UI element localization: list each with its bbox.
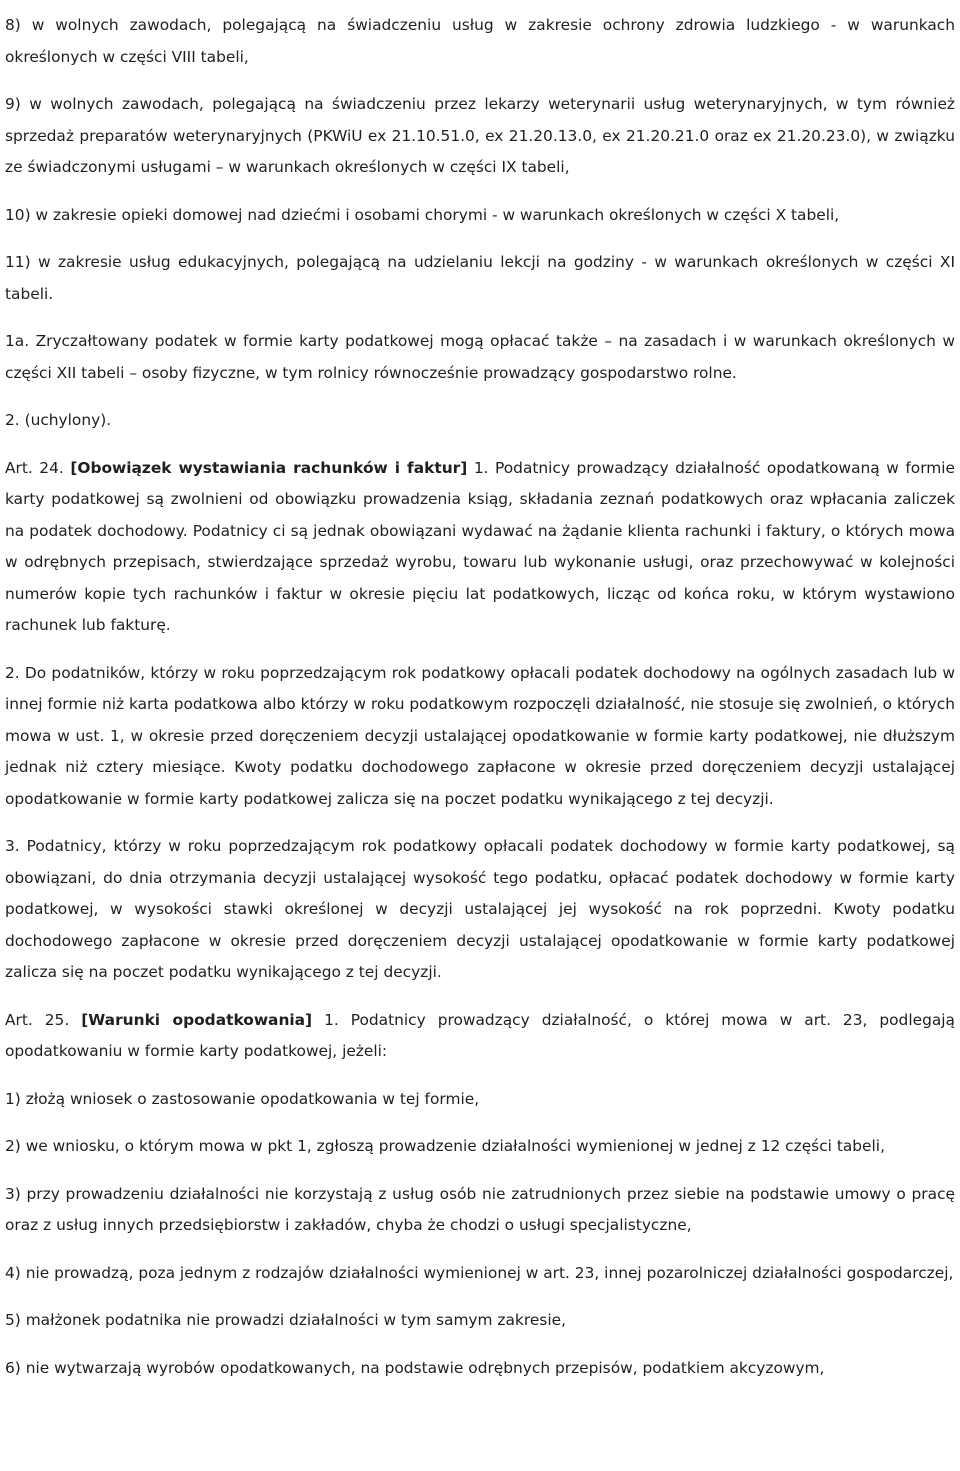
condition-item-6: 6) nie wytwarzają wyrobów opodatkowanych, na podstawie odrębnych przepisów, podatkiem akcyzowym, [5,1358,825,1377]
article-24-paragraph-2: 2. Do podatników, którzy w roku poprzedzającym rok podatkowy opłacali podatek dochodowy na ogólnych zasadach lub w innej formie niż karta podatkowa albo którzy w roku podatkowym rozpoczęli działalność, nie stosuje się zwolnień, o których mowa w ust. 1, w okresie przed doręczeniem decyzji ustalającej opodatkowanie w formie karty podatkowej, nie dłuższym jednak niż cztery miesiące. Kwoty podatku dochodowego zapłacone w okresie przed doręczeniem decyzji ustalającej opodatkowanie w formie karty podatkowej zalicza się na poczet podatku wynikającego z tej decyzji. [5,663,955,808]
article-text: 1. Podatnicy prowadzący działalność opodatkowaną w formie karty podatkowej są zwolnieni od obowiązku prowadzenia ksiąg, składania zeznań podatkowych oraz wpłacania zaliczek na podatek dochodowy. Podatnicy ci są jednak obowiązani wydawać na żądanie klienta rachunki i faktury, o których mowa w odrębnych przepisach, stwierdzające sprzedaż wyrobu, towaru lub wykonanie usługi, oraz przechowywać w kolejności numerów kopie tych rachunków i faktur w okresie pięciu lat podatkowych, licząc od końca roku, w którym wystawiono rachunek lub fakturę. [5,458,955,634]
article-title: [Warunki opodatkowania] [81,1010,313,1029]
paragraph-item-11: 11) w zakresie usług edukacyjnych, polegającą na udzielaniu lekcji na godziny - w warunkach określonych w części XI tabeli. [5,253,955,303]
condition-item-3: 3) przy prowadzeniu działalności nie korzystają z usług osób nie zatrudnionych przez siebie na podstawie umowy o pracę oraz z usług innych przedsiębiorstw i zakładów, chyba że chodzi o usługi specjalistyczne, [5,1184,955,1234]
condition-item-4: 4) nie prowadzą, poza jednym z rodzajów działalności wymienionej w art. 23, innej pozarolniczej działalności gospodarczej, [5,1263,954,1282]
paragraph-2-uchylony: 2. (uchylony). [5,411,112,429]
condition-item-5: 5) małżonek podatnika nie prowadzi działalności w tym samym zakresie, [5,1311,566,1329]
article-number: Art. 25. [5,1010,70,1029]
article-25-paragraph [5,1005,955,1068]
article-24-paragraph-3: 3. Podatnicy, którzy w roku poprzedzającym rok podatkowy opłacali podatek dochodowy w formie karty podatkowej, są obowiązani, do dnia otrzymania decyzji ustalającej wysokość tego podatku, opłacać podatek dochodowy w formie karty podatkowej, w wysokości stawki określonej w decyzji ustalającej jej wysokość na rok poprzedni. Kwoty podatku dochodowego zapłacone w okresie przed doręczeniem decyzji ustalającej opodatkowanie w formie karty podatkowej zalicza się na poczet podatku wynikającego z tej decyzji. [5,837,955,981]
paragraph-1a: 1a. Zryczałtowany podatek w formie karty podatkowej mogą opłacać także – na zasadach i w warunkach określonych w części XII tabeli – osoby fizyczne, w tym rolnicy równocześnie prowadzący gospodarstwo rolne. [5,332,955,382]
paragraph-item-10: 10) w zakresie opieki domowej nad dziećmi i osobami chorymi - w warunkach określonych w części X tabeli, [5,205,840,224]
article-number: Art. 24. [5,458,64,477]
condition-item-1: 1) złożą wniosek o zastosowanie opodatkowania w tej formie, [5,1089,480,1108]
article-text: 1. Podatnicy prowadzący działalność, o której mowa w art. 23, podlegają opodatkowaniu w formie karty podatkowej, jeżeli: [5,1010,955,1060]
article-24-paragraph [5,453,955,642]
paragraph-item-8: 8) w wolnych zawodach, polegającą na świadczeniu usług w zakresie ochrony zdrowia ludzkiego - w warunkach określonych w części VIII tabeli, [5,16,955,66]
condition-item-2: 2) we wniosku, o którym mowa w pkt 1, zgłoszą prowadzenie działalności wymienionej w jednej z 12 części tabeli, [5,1137,885,1155]
paragraph-item-9: 9) w wolnych zawodach, polegającą na świadczeniu przez lekarzy weterynarii usług weterynaryjnych, w tym również sprzedaż preparatów weterynaryjnych (PKWiU ex 21.10.51.0, ex 21.20.13.0, ex 21.20.21.0 oraz ex 21.20.23.0), w związku ze świadczonymi usługami – w warunkach określonych w części IX tabeli, [5,95,955,176]
article-title: [Obowiązek wystawiania rachunków i faktur] [70,458,468,477]
